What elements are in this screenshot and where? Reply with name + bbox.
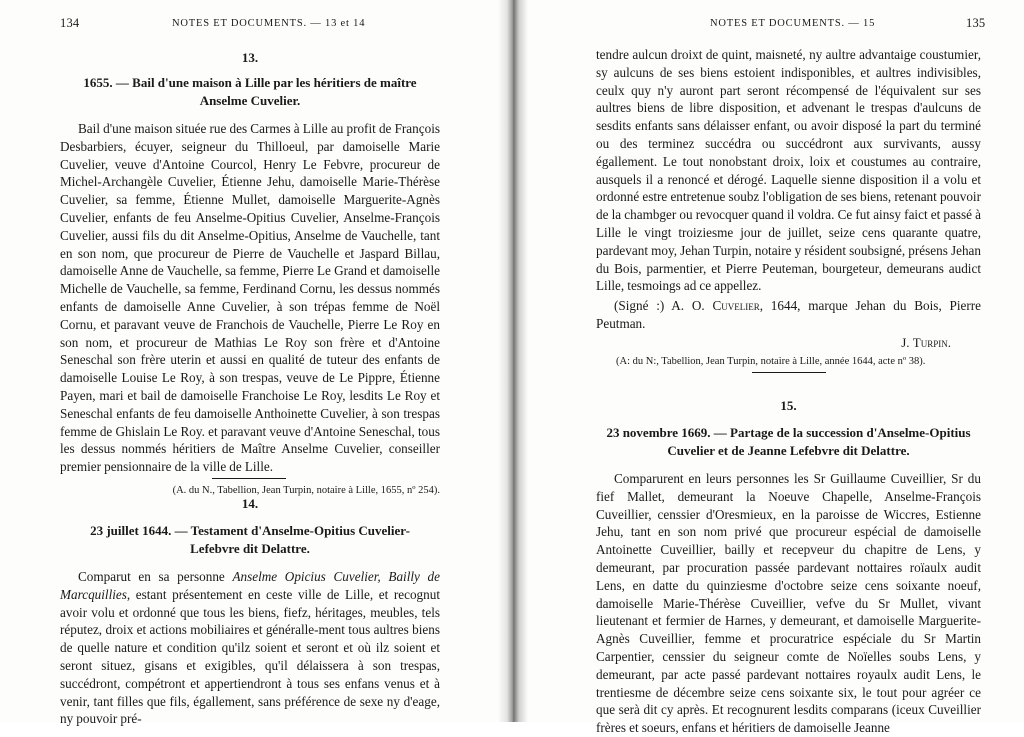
section-divider-right bbox=[752, 372, 826, 373]
right-page bbox=[516, 0, 1024, 736]
left-page bbox=[0, 0, 508, 727]
section-15-title bbox=[596, 424, 981, 460]
section-13-title-line1: 1655. — Bail d'une maison à Lille par les héritiers de maître bbox=[83, 75, 417, 90]
signature-name: Cuvelier bbox=[712, 298, 760, 314]
section-14-body-text: , estant présentement en ceste ville de Lille, et recognut avoir volu et ordonné que tous les biens, fiefz, héritages, meubles, tels réputez, droix et actions mobiliaires et généralle-ment tous aultres biens de quelle nature et condition qu'ilz soient et seront et où ilz soient et seront situez, gisans et exigibles, qu'il délaissera à son trespas, succédront, compétront et appertiendront à tous ses enfans venus et à venir, tant filles que fils, égallement, sans préférence de sexe ny d'eage, ny pouvoir pré- bbox=[60, 586, 440, 727]
notary-signature bbox=[596, 335, 981, 351]
notary-initial: J. bbox=[901, 334, 913, 350]
section-14-intro: Comparut en sa personne bbox=[78, 569, 233, 584]
section-13-title bbox=[60, 74, 440, 110]
section-15-number: 15. bbox=[780, 398, 797, 413]
section-14-title-line1: 23 juillet 1644. — Testament d'Anselme-Opitius Cuvelier- bbox=[90, 523, 410, 538]
notary-end: . bbox=[947, 334, 951, 350]
section-14 bbox=[60, 496, 440, 728]
section-15-body: Comparurent en leurs personnes les Sr Guillaume Cuveillier, Sr du fief Mallet, demeurant la Noeuve Chapelle, Anselme-François Cuveillier, censsier d'Oresmieux, en la paroisse de Wiccres, Estienne Jehu, tant en son nom privé que procureur espécial de damoiselle Antoinette Cuveillier, bailly et recepveur du chapitre de Lens, y demeurant, par procuration passée pardevant nottaires roïaulx audit Lens, en datte du quinziesme d'octobre seize cens soixante noeuf, damoiselle Marie-Thérèse Cuveillier, vefve du Sr Mullet, vivant lieutenant et fermier de Harnes, y demeurant, et damoiselle Marguerite-Agnès Cuveillier, femme et procuratrice espéciale du Sr Martin Carpentier, censsier du seigneur comte de Noïelles soubs Lens, y demeurant, par acte passé pardevant nottaires royaulx audit Lens, le trentiesme de décembre seize cens soixante six, le tout pour agréer ce que serà dit cy après. Et recognurent lesdits comparans (iceux Cuveillier frères et soeurs, enfans et héritiers de damoiselle Jeanne bbox=[596, 471, 981, 736]
left-page-number: 134 bbox=[60, 16, 80, 30]
section-13-title-line2: Anselme Cuvelier. bbox=[199, 93, 301, 108]
section-14-intro-italic: Anselme Opicius Cuvelier, Bailly de Marcquillies bbox=[60, 569, 440, 602]
signature-rest: , 1644, marque Jehan du Bois, Pierre Peutman. bbox=[596, 298, 981, 331]
continuation-body: tendre aulcun droixt de quint, maisneté, ny aultre advantaige coustumier, sy aulcuns de ses biens estoient indisponibles, et aultres indivisibles, ceulx quy n'y auront part seront récompensé de l'équivalent sur ses aultres biens de libre disposition, et advenant le trespas d'aulcuns de sesdits enfants sans délaisser enfant, ou avoir disposé la part du terminé ou des terminez succédra ou succédront aux survivants, aussy égallement. Le tout nonobstant droix, loix et coustumes au contraire, ausquels il a renoncé et dérogé. Laquelle sienne disposition il a volu et ordonné estre entretenue soubz l'obligation de ses biens, retenant pouvoir de la chambger ou revocquer quand il voldra. Ce fut ainsy faict et passé à Lille le vingt troiziesme jour de juillet, seize cens quarante quatre, pardevant moy, Jehan Turpin, notaire y résident soubsigné, présens Jehan du Bois, parmentier, et Pierre Peuteman, bourgeteur, demeurans audict Lille, tesmoings ad ce appellez. bbox=[596, 47, 981, 294]
section-14-title-line2: Lefebvre dit Delattre. bbox=[190, 541, 310, 556]
right-page-number: 135 bbox=[966, 16, 986, 30]
section-15-title-line2: Cuvelier et de Jeanne Lefebvre dit Delattre. bbox=[667, 443, 910, 458]
section-13-number: 13. bbox=[241, 50, 259, 65]
section-13 bbox=[60, 50, 440, 498]
section-14-number: 14. bbox=[241, 496, 259, 511]
section-15-title-line1: 23 novembre 1669. — Partage de la succession d'Anselme-Opitius bbox=[606, 425, 971, 440]
section-13-source: (A. du N., Tabellion, Jean Turpin, notaire à Lille, 1655, nº 254). bbox=[172, 484, 440, 496]
section-14-body bbox=[60, 568, 440, 728]
section-divider bbox=[212, 478, 286, 479]
section-13-body: Bail d'une maison située rue des Carmes à Lille au profit de François Desbarbiers, écuyer, seigneur du Thilloeul, par damoiselle Marie Cuvelier, veuve d'Antoine Courcol, Henry Le Febvre, procureur de Michel-Archangèle Cuvelier, Étienne Jehu, damoiselle Marie-Thérèse Cuvelier, sa femme, Étienne Mullet, damoiselle Marguerite-Agnès Cuvelier, enfants de feu Anselme-Opitius Cuvelier, Anselme-François Cuvelier, aussi fils du dit Anselme-Opitius, Anselme de Vauchelle, tant en son nom, que procureur de Pierre de Vauchelle et Jaspard Billau, damoiselle Anne de Vauchelle, sa femme, Pierre Le Grand et damoiselle Michelle de Vauchelle, sa femme, Ferdinand Cornu, les dessus nommés enfants de damoiselle Anne Cuvelier, à son trépas femme de Noël Cornu, et paravant veuve de Franchois de Vauchelle, Pierre Le Roy en son nom, et procureur de Mathias Le Roy son frère et d'Antoine Seneschal son frère uterin et aussi en qualité de tuteur des enfants de damoiselle Louise Le Roy, à son trespas, veuve de Le Pippre, Étienne Payen, mari et bail de damoiselle Franchoise Le Roy, lesdits Le Roy et Seneschal enfants de feu damoiselle Anthoinette Cuvelier, à son trespas femme de Ghislain Le Roy. et paravant veuve d'Antoine Seneschal, tous les dessus nommés héritiers de Maître Anselme Cuvelier, conseiller premier pensionnaire de la ville de Lille. bbox=[60, 121, 440, 475]
section-14-source: (A: du N:, Tabellion, Jean Turpin, notaire à Lille, année 1644, acte nº 38). bbox=[616, 355, 926, 367]
section-14-continuation bbox=[596, 46, 981, 369]
signature-prefix: (Signé :) A. O. bbox=[614, 298, 713, 314]
section-14-title bbox=[60, 522, 440, 558]
notary-name: Turpin bbox=[912, 334, 948, 350]
section-15 bbox=[596, 398, 981, 737]
signature-line bbox=[596, 297, 981, 333]
left-running-head: NOTES ET DOCUMENTS. — 13 et 14 bbox=[172, 18, 366, 29]
right-running-head: NOTES ET DOCUMENTS. — 15 bbox=[710, 18, 876, 29]
